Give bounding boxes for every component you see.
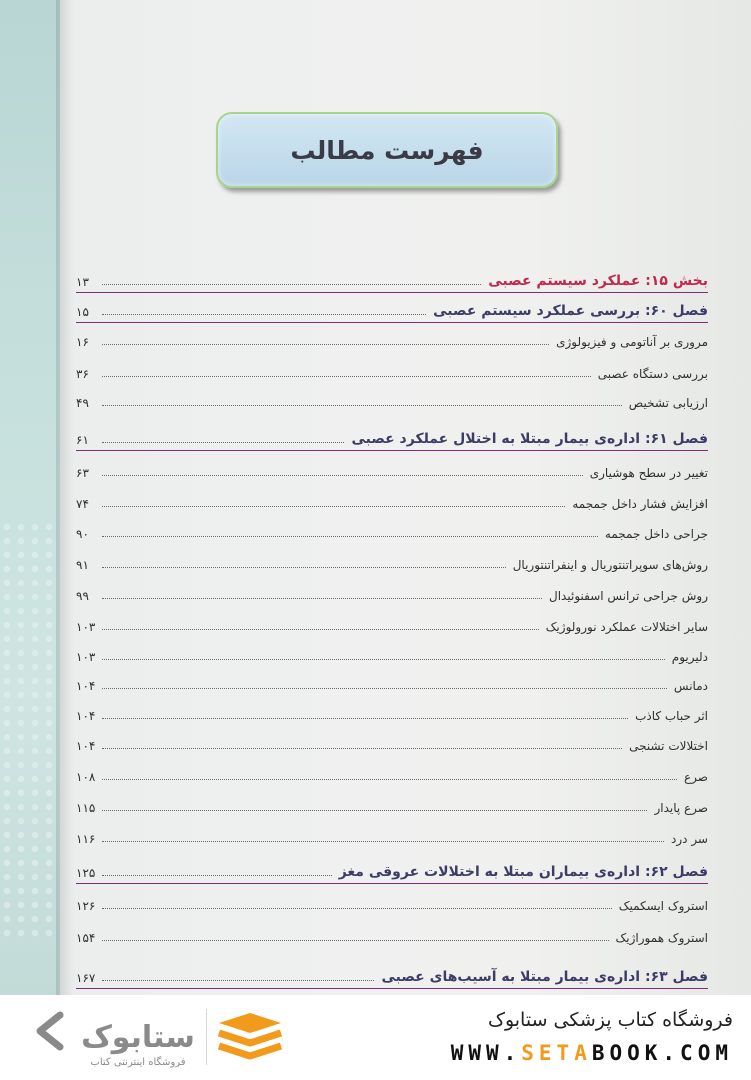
toc-entry-title: اختلالات تشنجی (629, 739, 708, 753)
toc-entry-row (76, 637, 708, 667)
toc-entry-row (76, 757, 708, 787)
toc-page-number: ۷۴ (76, 497, 89, 511)
toc-page-number: ۱۰۴ (76, 739, 96, 753)
dot-leader (102, 841, 664, 842)
page-gutter-shadow (56, 0, 74, 995)
toc-entry-row (76, 484, 708, 514)
dot-leader (102, 405, 622, 406)
toc-title-box (216, 112, 558, 188)
toc-page-number: ۱۰۸ (76, 770, 96, 784)
toc-entry-row (76, 354, 708, 384)
logo-divider (206, 1009, 207, 1065)
toc-page-number: ۱۰۳ (76, 620, 96, 634)
toc-entry-row (76, 514, 708, 544)
store-url[interactable] (451, 1041, 733, 1065)
section-rule (76, 988, 708, 989)
section-rule (76, 883, 708, 884)
toc-entry-title: صرع (684, 770, 708, 784)
toc-page-number: ۶۱ (76, 433, 89, 447)
dot-leader (102, 567, 506, 568)
toc-chapter-row (76, 853, 708, 883)
toc-entry-title: صرع پایدار (654, 801, 708, 815)
toc-entry-title: تغییر در سطح هوشیاری (589, 466, 708, 480)
toc-part-row (76, 262, 708, 292)
dot-pattern (0, 520, 60, 940)
toc-entry-row (76, 696, 708, 726)
toc-page-number: ۹۰ (76, 527, 89, 541)
toc-entry-title: مروری بر آناتومی و فیزیولوژی (556, 335, 708, 349)
toc-page-number: ۹۱ (76, 558, 89, 572)
toc-entry-title: فصل ۶۳: اداره‌ی بیمار مبتلا به آسیب‌های عصبی (381, 969, 708, 985)
toc-page-number: ۹۹ (76, 589, 89, 603)
dot-leader (102, 536, 598, 537)
toc-page-number: ۱۰۴ (76, 679, 96, 693)
section-rule (76, 450, 708, 451)
logo-wordmark: ستابوک (81, 1020, 195, 1055)
store-banner (0, 995, 751, 1080)
dot-leader (102, 980, 374, 981)
toc-entry-row (76, 453, 708, 483)
dot-leader (102, 659, 665, 660)
dot-leader (102, 718, 628, 719)
toc-page-number: ۱۲۶ (76, 899, 96, 913)
toc-title: فهرست مطالب (290, 135, 484, 165)
toc-page-number: ۴۹ (76, 396, 89, 410)
toc-page-number: ۱۲۵ (76, 866, 96, 880)
logo-chevron-icon (40, 1015, 60, 1047)
url-prefix: WWW. (450, 1041, 522, 1065)
toc-entry-row (76, 383, 708, 413)
toc-page-number: ۱۶ (76, 335, 89, 349)
toc-entry-title: بخش ۱۵: عملکرد سیستم عصبی (488, 273, 708, 289)
toc-entry-row (76, 918, 708, 948)
toc-chapter-row (76, 420, 708, 450)
dot-leader (102, 688, 667, 689)
toc-entry-row (76, 576, 708, 606)
toc-page-number: ۶۳ (76, 466, 89, 480)
toc-page-number: ۱۶۷ (76, 971, 96, 985)
toc-page-number: ۱۰۴ (76, 709, 96, 723)
toc-entry-title: فصل ۶۱: اداره‌ی بیمار مبتلا به اختلال عملکرد عصبی (351, 431, 708, 447)
dot-leader (102, 475, 583, 476)
url-suffix: BOOK.COM (591, 1041, 733, 1065)
toc-entry-title: بررسی دستگاه عصبی (597, 367, 708, 381)
dot-leader (102, 748, 622, 749)
dot-leader (102, 344, 549, 345)
toc-entry-title: روش‌های سوپراتنتوریال و اینفراتنتوریال (512, 558, 708, 572)
toc-entry-title: افزایش فشار داخل جمجمه (572, 497, 708, 511)
toc-entry-row (76, 726, 708, 756)
book-stack-icon (215, 1009, 285, 1067)
toc-entry-row (76, 666, 708, 696)
toc-chapter-row (76, 958, 708, 988)
toc-entry-title: سایر اختلالات عملکرد نورولوژیک (545, 620, 708, 634)
toc-entry-title: جراحی داخل جمجمه (604, 527, 708, 541)
store-name: فروشگاه کتاب پزشکی ستابوک (487, 1009, 733, 1031)
toc-page-number: ۱۳ (76, 275, 89, 289)
toc-entry-title: فصل ۶۰: بررسی عملکرد سیستم عصبی (433, 303, 708, 319)
toc-page-number: ۱۱۵ (76, 801, 96, 815)
toc-entry-title: اثر حباب کاذب (635, 709, 708, 723)
dot-leader (102, 376, 591, 377)
dot-leader (102, 284, 481, 285)
toc-entry-row (76, 886, 708, 916)
toc-chapter-row (76, 292, 708, 322)
dot-leader (102, 506, 565, 507)
dot-leader (102, 629, 539, 630)
logo-subtitle: فروشگاه اینترنتی کتاب (90, 1057, 186, 1068)
toc-entry-title: استروک هموراژیک (615, 931, 708, 945)
toc-page-number: ۱۵۴ (76, 931, 96, 945)
toc-entry-title: فصل ۶۲: اداره‌ی بیماران مبتلا به اختلالات عروقی مغز (338, 864, 708, 880)
toc-entry-row (76, 788, 708, 818)
dot-leader (102, 314, 426, 315)
dot-leader (102, 908, 612, 909)
dot-leader (102, 940, 609, 941)
dot-leader (102, 875, 332, 876)
toc-entry-row (76, 322, 708, 352)
dot-leader (102, 810, 647, 811)
dot-leader (102, 442, 344, 443)
toc-page-number: ۱۱۶ (76, 832, 96, 846)
toc-entry-title: سر درد (671, 832, 708, 846)
toc-page-number: ۳۶ (76, 367, 89, 381)
toc-entry-row (76, 545, 708, 575)
toc-page-number: ۱۵ (76, 305, 89, 319)
toc-entry-title: استروک ایسکمیک (618, 899, 708, 913)
dot-leader (102, 598, 542, 599)
toc-entry-title: روش جراحی ترانس اسفنوئیدال (549, 589, 708, 603)
toc-entry-title: ارزیابی تشخیص (628, 396, 708, 410)
url-highlight: SETA (521, 1041, 592, 1065)
toc-entry-title: دمانس (673, 679, 708, 693)
toc-entry-row (76, 819, 708, 849)
toc-entry-title: دلیریوم (671, 650, 708, 664)
toc-entry-row (76, 607, 708, 637)
dot-leader (102, 779, 677, 780)
toc-page-number: ۱۰۳ (76, 650, 96, 664)
setabook-logo (30, 1005, 200, 1071)
